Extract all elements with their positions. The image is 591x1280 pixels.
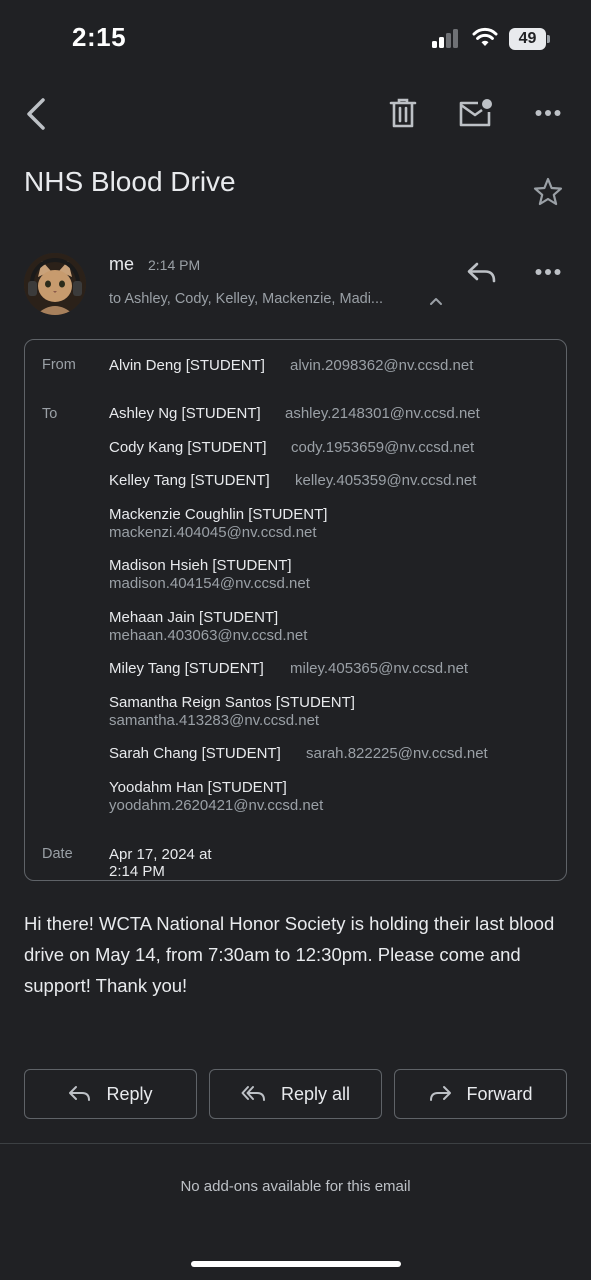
status-time: 2:15 (72, 22, 127, 52)
recipient-email[interactable]: kelley.405359@nv.ccsd.net (295, 472, 477, 489)
sent-time: 2:14 PM (148, 257, 201, 273)
divider (0, 1143, 591, 1144)
avatar[interactable] (24, 253, 86, 315)
recipient-email[interactable]: samantha.413283@nv.ccsd.net (109, 712, 320, 729)
more-horizontal-icon (535, 268, 561, 276)
recipient-email[interactable]: mackenzi.404045@nv.ccsd.net (109, 524, 317, 541)
to-label: To (42, 406, 58, 422)
reply-icon-button[interactable] (464, 258, 500, 288)
back-button[interactable] (18, 92, 54, 136)
reply-button[interactable] (24, 1069, 197, 1119)
message-more-button[interactable] (528, 259, 568, 285)
email-body: Hi there! WCTA National Honor Society is holding their last blood drive on May 14, from 7:30am to 12:30pm. Please come and support! Thank you! (24, 913, 555, 996)
date-time-value: 2:14 PM (109, 863, 165, 880)
date-value: Apr 17, 2024 at (109, 846, 212, 863)
recipient-name: Yoodahm Han [STUDENT] (109, 779, 287, 796)
forward-icon (428, 1085, 452, 1103)
reply-all-button[interactable] (209, 1069, 382, 1119)
recipient-name: Mackenzie Coughlin [STUDENT] (109, 506, 328, 523)
recipient-email[interactable]: madison.404154@nv.ccsd.net (109, 575, 310, 592)
recipient-name: Sarah Chang [STUDENT] (109, 745, 281, 762)
from-label: From (42, 357, 76, 373)
cat-avatar-icon (24, 253, 86, 315)
trash-icon (389, 97, 417, 129)
more-options-button[interactable] (528, 100, 568, 126)
recipient-name: Mehaan Jain [STUDENT] (109, 609, 279, 626)
reply-all-icon (241, 1085, 267, 1103)
recipient-name: Kelley Tang [STUDENT] (109, 472, 270, 489)
from-name: Alvin Deng [STUDENT] (109, 357, 265, 374)
wifi-icon (472, 26, 498, 48)
delete-button[interactable] (384, 92, 422, 134)
mail-unread-icon (458, 98, 494, 128)
star-icon (532, 176, 564, 208)
recipient-name: Samantha Reign Santos [STUDENT] (109, 694, 355, 711)
home-indicator[interactable] (191, 1261, 401, 1267)
recipient-name: Ashley Ng [STUDENT] (109, 405, 261, 422)
battery-level: 49 (509, 28, 546, 50)
date-label: Date (42, 846, 73, 862)
recipient-name: Madison Hsieh [STUDENT] (109, 557, 292, 574)
recipients-summary[interactable]: to Ashley, Cody, Kelley, Mackenzie, Madi... (109, 291, 384, 307)
cellular-signal-icon (432, 28, 462, 48)
email-subject: NHS Blood Drive (24, 166, 236, 197)
recipient-email[interactable]: cody.1953659@nv.ccsd.net (291, 439, 475, 456)
recipient-email[interactable]: miley.405365@nv.ccsd.net (290, 660, 469, 677)
recipient-name: Cody Kang [STUDENT] (109, 439, 267, 456)
recipient-email[interactable]: yoodahm.2620421@nv.ccsd.net (109, 797, 324, 814)
chevron-left-icon (25, 97, 47, 131)
sender-name: me (109, 254, 135, 274)
forward-button-label: Forward (466, 1083, 533, 1104)
reply-icon (68, 1085, 92, 1103)
recipient-email[interactable]: sarah.822225@nv.ccsd.net (306, 745, 488, 762)
recipient-name: Miley Tang [STUDENT] (109, 660, 264, 677)
forward-button[interactable] (394, 1069, 567, 1119)
mark-unread-button[interactable] (456, 94, 496, 132)
star-button[interactable] (530, 174, 566, 210)
recipient-email[interactable]: mehaan.403063@nv.ccsd.net (109, 627, 308, 644)
from-email[interactable]: alvin.2098362@nv.ccsd.net (290, 357, 474, 374)
reply-all-button-label: Reply all (280, 1083, 351, 1104)
battery-icon (509, 28, 549, 50)
addons-message: No add-ons available for this email (180, 1178, 411, 1195)
more-horizontal-icon (535, 109, 561, 117)
reply-icon (466, 261, 498, 285)
recipient-email[interactable]: ashley.2148301@nv.ccsd.net (285, 405, 480, 422)
chevron-up-icon (428, 295, 444, 307)
reply-button-label: Reply (106, 1083, 153, 1104)
collapse-details-button[interactable] (428, 294, 444, 306)
